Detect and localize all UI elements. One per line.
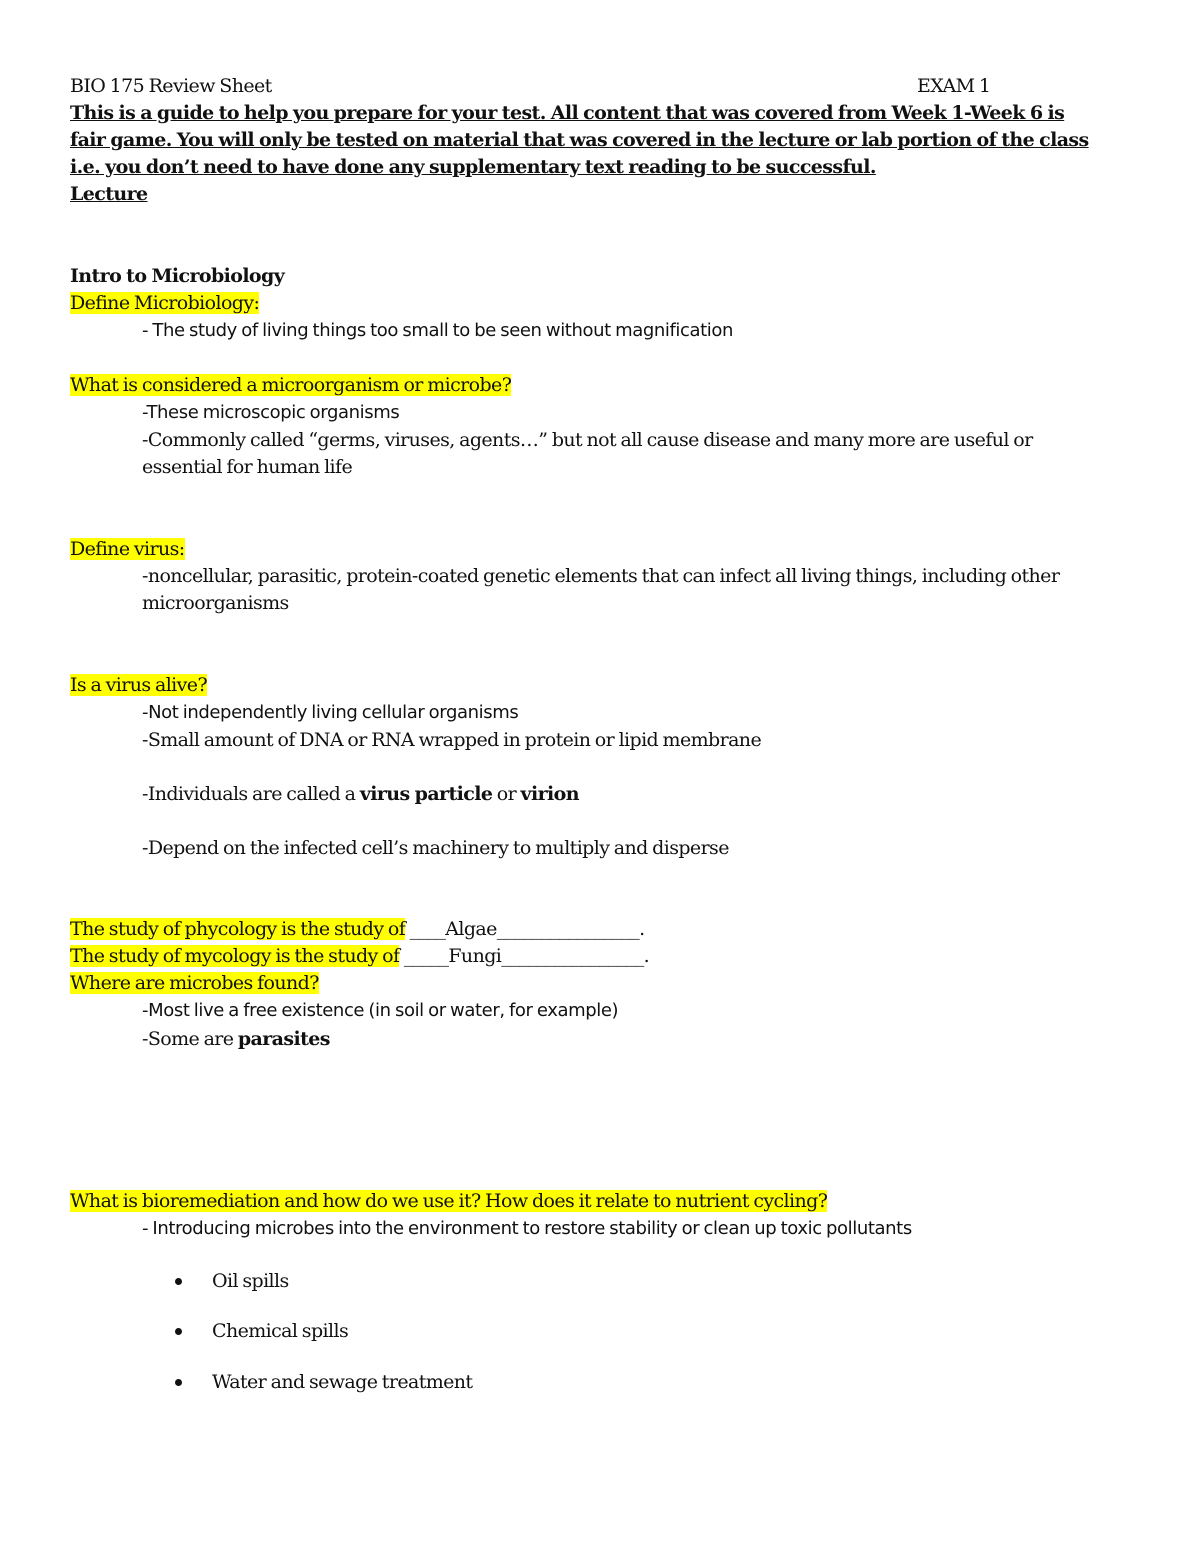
- bullet-icon: [175, 1379, 182, 1386]
- term-parasites: parasites: [237, 1028, 330, 1050]
- doc-title: BIO 175 Review Sheet: [70, 75, 272, 97]
- answer-alive-3-or: or: [492, 783, 521, 805]
- bullet-item-oil-spills: Oil spills: [212, 1270, 289, 1292]
- answer-where-2-prefix: -Some are: [142, 1028, 238, 1050]
- bullet-item-water-sewage: Water and sewage treatment: [212, 1371, 473, 1393]
- phycology-line: [70, 916, 645, 942]
- term-virus-particle: virus particle: [359, 783, 493, 805]
- mycology-line: [70, 943, 649, 969]
- answer-alive-1: -Not independently living cellular organisms: [142, 702, 519, 723]
- answer-define-microbiology: - The study of living things too small to be seen without magnification: [142, 320, 734, 341]
- answer-alive-3-prefix: -Individuals are called a: [142, 783, 360, 805]
- answer-define-virus-a: -noncellular, parasitic, protein-coated genetic elements that can infect all living things, including other: [142, 565, 1060, 587]
- question-where-microbes: Where are microbes found?: [70, 972, 319, 994]
- question-mycology: The study of mycology is the study of: [70, 945, 400, 967]
- answer-microorganism-2b: essential for human life: [142, 456, 353, 478]
- guide-line-1: This is a guide to help you prepare for your test. All content that was covered from Week 1-Week 6 is: [70, 102, 1065, 124]
- question-phycology: The study of phycology is the study of: [70, 918, 406, 940]
- bullet-icon: [175, 1278, 182, 1285]
- answer-microorganism-2a: -Commonly called “germs, viruses, agents…” but not all cause disease and many more are useful or: [142, 429, 1033, 451]
- question-define-virus: Define virus:: [70, 538, 185, 560]
- exam-label: EXAM 1: [917, 75, 991, 97]
- question-microorganism: What is considered a microorganism or microbe?: [70, 374, 512, 396]
- answer-alive-3: [142, 781, 579, 807]
- section-lecture: Lecture: [70, 183, 148, 205]
- answer-where-1: -Most live a free existence (in soil or water, for example): [142, 1000, 619, 1021]
- guide-line-3: i.e. you don’t need to have done any supplementary text reading to be successful.: [70, 156, 876, 178]
- bullet-item-chemical-spills: Chemical spills: [212, 1320, 349, 1342]
- question-define-microbiology: Define Microbiology:: [70, 292, 260, 314]
- guide-line-2: fair game. You will only be tested on material that was covered in the lecture or lab portion of the class: [70, 129, 1089, 151]
- bullet-icon: [175, 1328, 182, 1335]
- answer-bioremediation: - Introducing microbes into the environment to restore stability or clean up toxic pollutants: [142, 1218, 912, 1239]
- question-virus-alive: Is a virus alive?: [70, 674, 208, 696]
- term-virion: virion: [520, 783, 579, 805]
- fill-mycology: _____Fungi________________.: [399, 945, 650, 967]
- fill-phycology: ____Algae________________.: [405, 918, 645, 940]
- answer-alive-2: -Small amount of DNA or RNA wrapped in protein or lipid membrane: [142, 729, 762, 751]
- answer-define-virus-b: microorganisms: [142, 592, 289, 614]
- answer-microorganism-1: -These microscopic organisms: [142, 402, 400, 423]
- answer-alive-4: -Depend on the infected cell’s machinery to multiply and disperse: [142, 837, 729, 859]
- answer-where-2: [142, 1026, 330, 1052]
- question-bioremediation: What is bioremediation and how do we use it? How does it relate to nutrient cycling?: [70, 1190, 828, 1212]
- section-intro-heading: Intro to Microbiology: [70, 265, 285, 287]
